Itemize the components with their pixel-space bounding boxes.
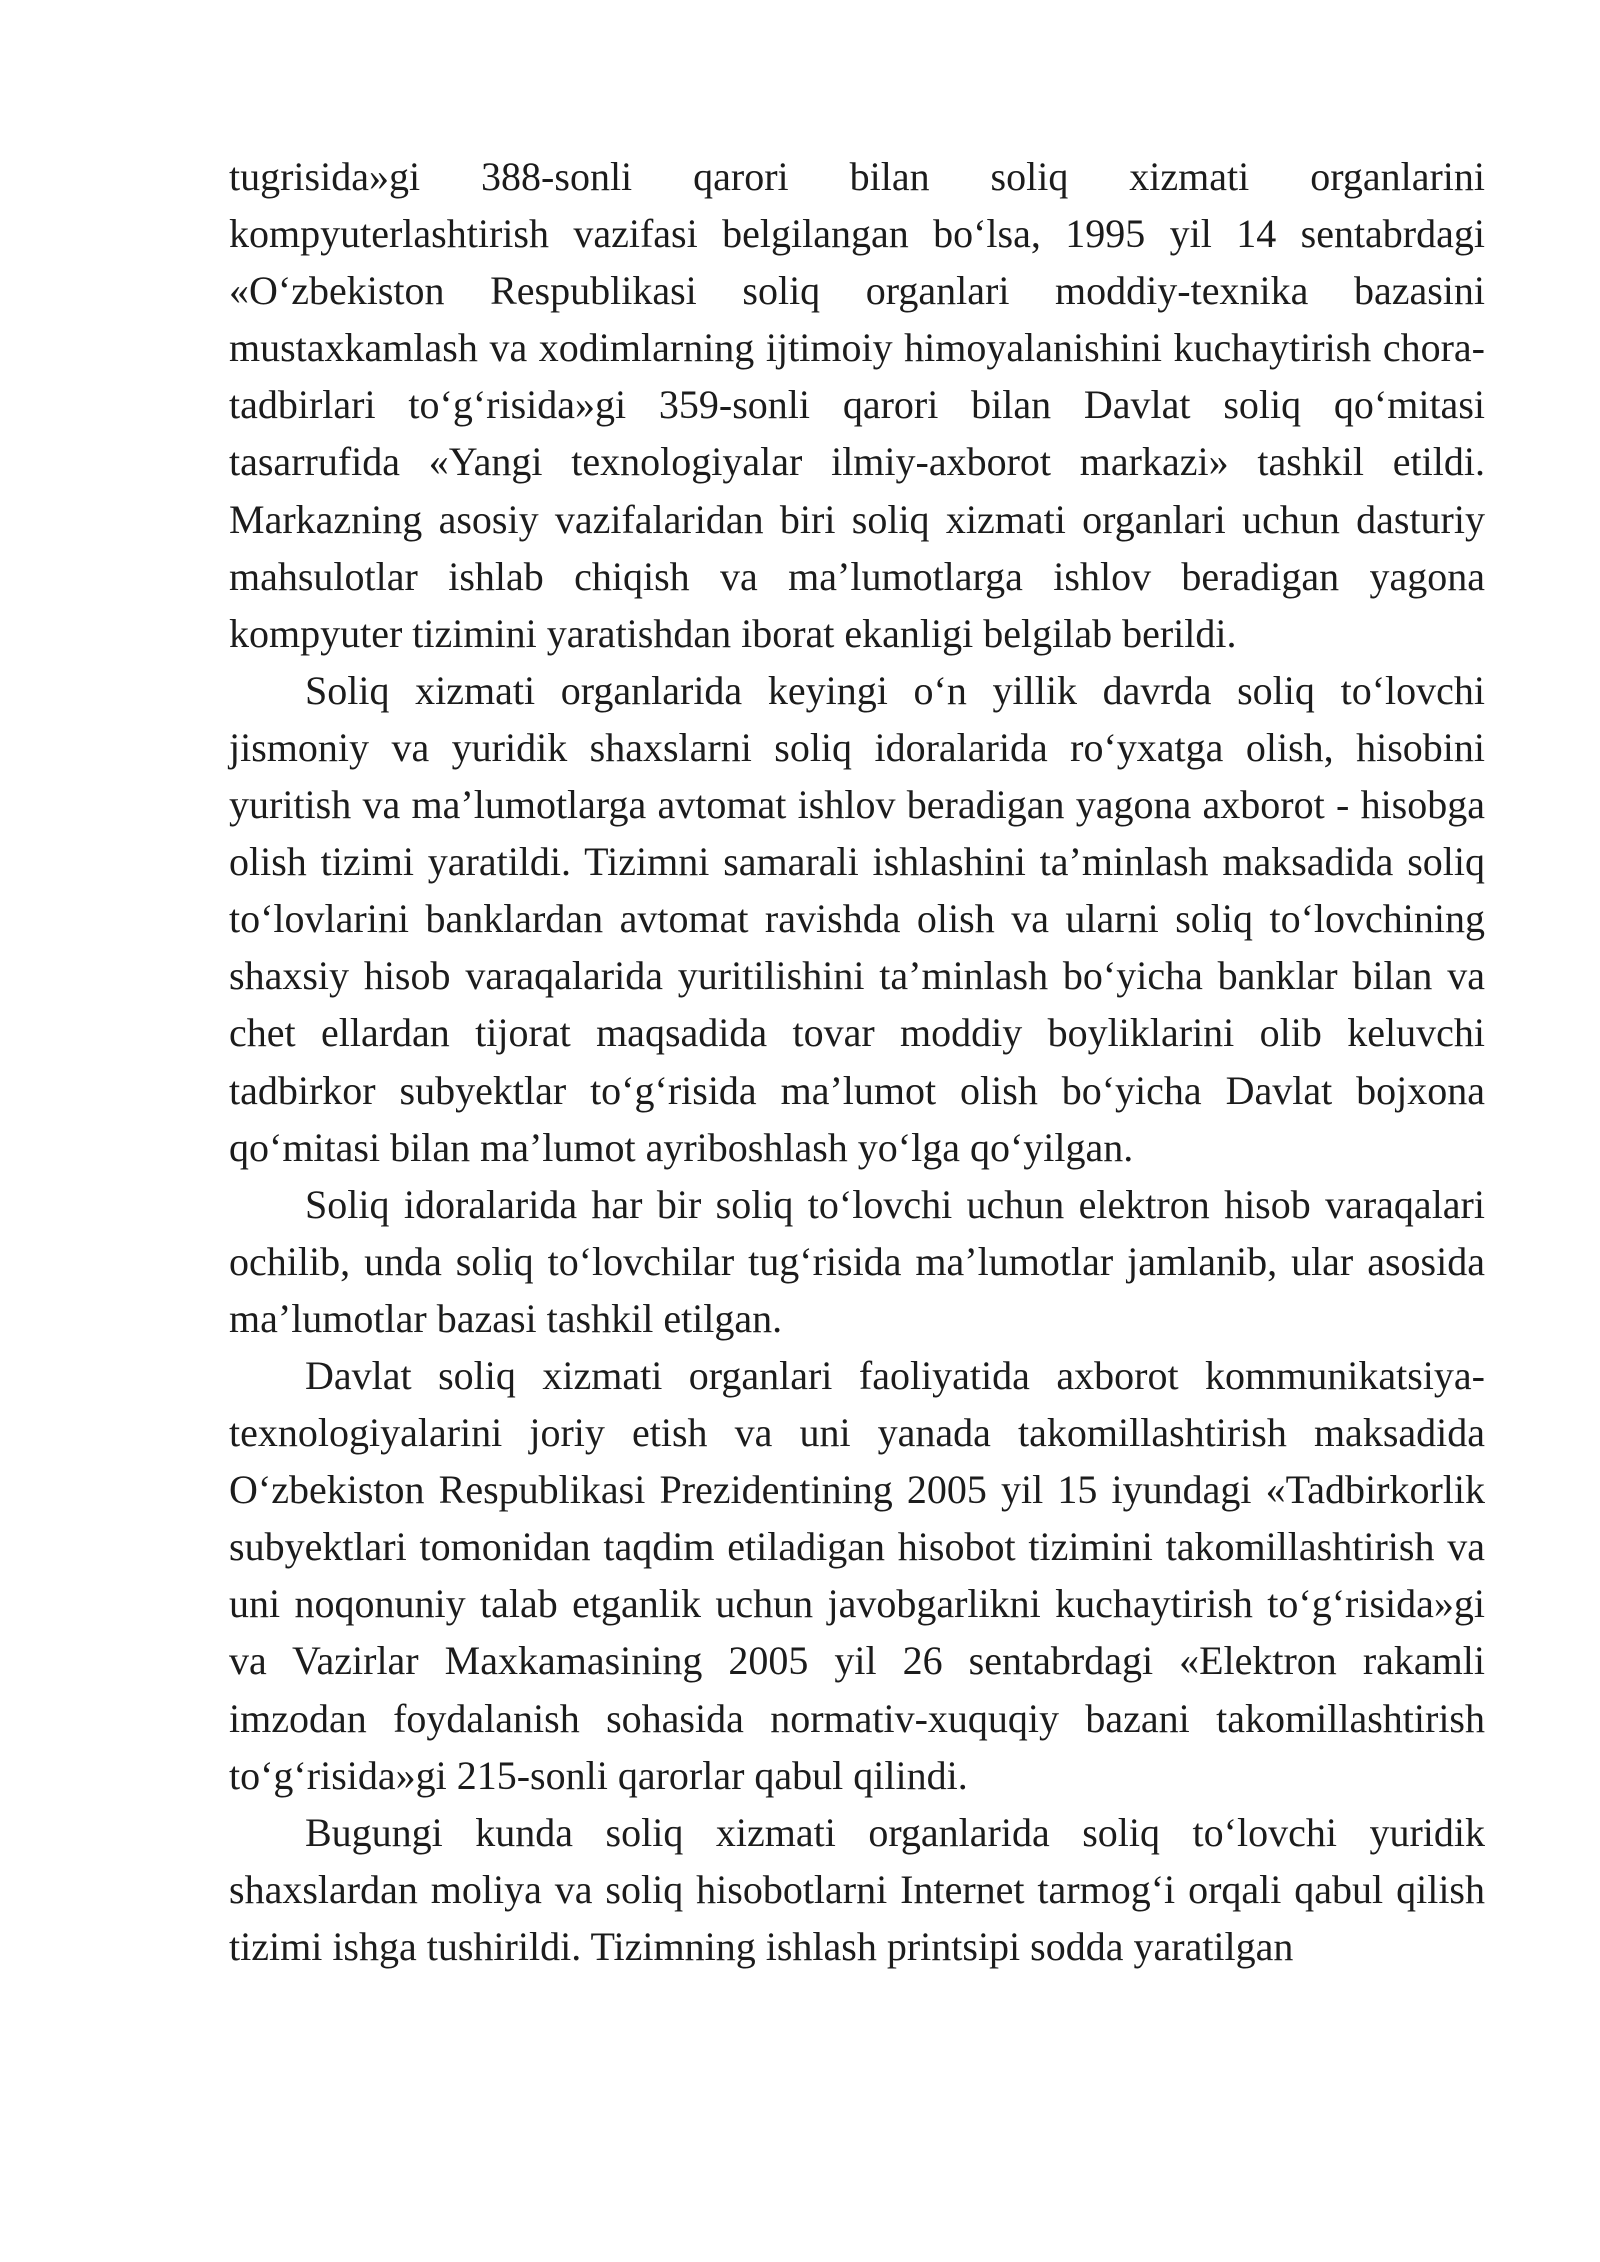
body-text <box>229 148 1485 1975</box>
paragraph: Soliq xizmati organlarida keyingi o‘n yillik davrda soliq to‘lovchi jismoniy va yuridik shaxslarni soliq idoralarida ro‘yxatga olish, hisobini yuritish va ma’lumotlarga avtomat ishlov beradigan yagona axborot - hisobga olish tizimi yaratildi. Tizimni samarali ishlashini ta’minlash maksadida soliq to‘lovlarini banklardan avtomat ravishda olish va ularni soliq to‘lovchining shaxsiy hisob varaqalarida yuritilishini ta’minlash bo‘yicha banklar bilan va chet ellardan tijorat maqsadida tovar moddiy boyliklarini olib keluvchi tadbirkor subyektlar to‘g‘risida ma’lumot olish bo‘yicha Davlat bojxona qo‘mitasi bilan ma’lumot ayriboshlash yo‘lga qo‘yilgan. <box>229 667 1485 1170</box>
paragraph: tugrisida»gi 388-sonli qarori bilan soliq xizmati organlarini kompyuterlashtirish vazifasi belgilangan bo‘lsa, 1995 yil 14 sentabrdagi «O‘zbekiston Respublikasi soliq organlari moddiy-texnika bazasini mustaxkamlash va xodimlarning ijtimoiy himoyalanishini kuchaytirish chora-tadbirlari to‘g‘risida»gi 359-sonli qarori bilan Davlat soliq qo‘mitasi tasarrufida «Yangi texnologiyalar ilmiy-axborot markazi» tashkil etildi. Markazning asosiy vazifalaridan biri soliq xizmati organlari uchun dasturiy mahsulotlar ishlab chiqish va ma’lumotlarga ishlov beradigan yagona kompyuter tizimini yaratishdan iborat ekanligi belgilab berildi. <box>229 154 1485 656</box>
paragraph: Bugungi kunda soliq xizmati organlarida soliq to‘lovchi yuridik shaxslardan moliya va soliq hisobotlarni Internet tarmog‘i orqali qabul qilish tizimi ishga tushirildi. Tizimning ishlash printsipi sodda yaratilgan <box>229 1809 1485 1969</box>
paragraph: Davlat soliq xizmati organlari faoliyatida axborot kommunikatsiya-texnologiyalarini joriy etish va uni yanada takomillashtirish maksadida O‘zbekiston Respublikasi Prezidentining 2005 yil 15 iyundagi «Tadbirkorlik subyektlari tomonidan taqdim etiladigan hisobot tizimini takomillashtirish va uni noqonuniy talab etganlik uchun javobgarlikni kuchaytirish to‘g‘risida»gi va Vazirlar Maxkamasining 2005 yil 26 sentabrdagi «Elektron rakamli imzodan foydalanish sohasida normativ-xuquqiy bazani takomillashtirish to‘g‘risida»gi 215-sonli qarorlar qabul qilindi. <box>229 1352 1485 1798</box>
paragraph: Soliq idoralarida har bir soliq to‘lovchi uchun elektron hisob varaqalari ochilib, unda soliq to‘lovchilar tug‘risida ma’lumotlar jamlanib, ular asosida ma’lumotlar bazasi tashkil etilgan. <box>229 1181 1485 1341</box>
